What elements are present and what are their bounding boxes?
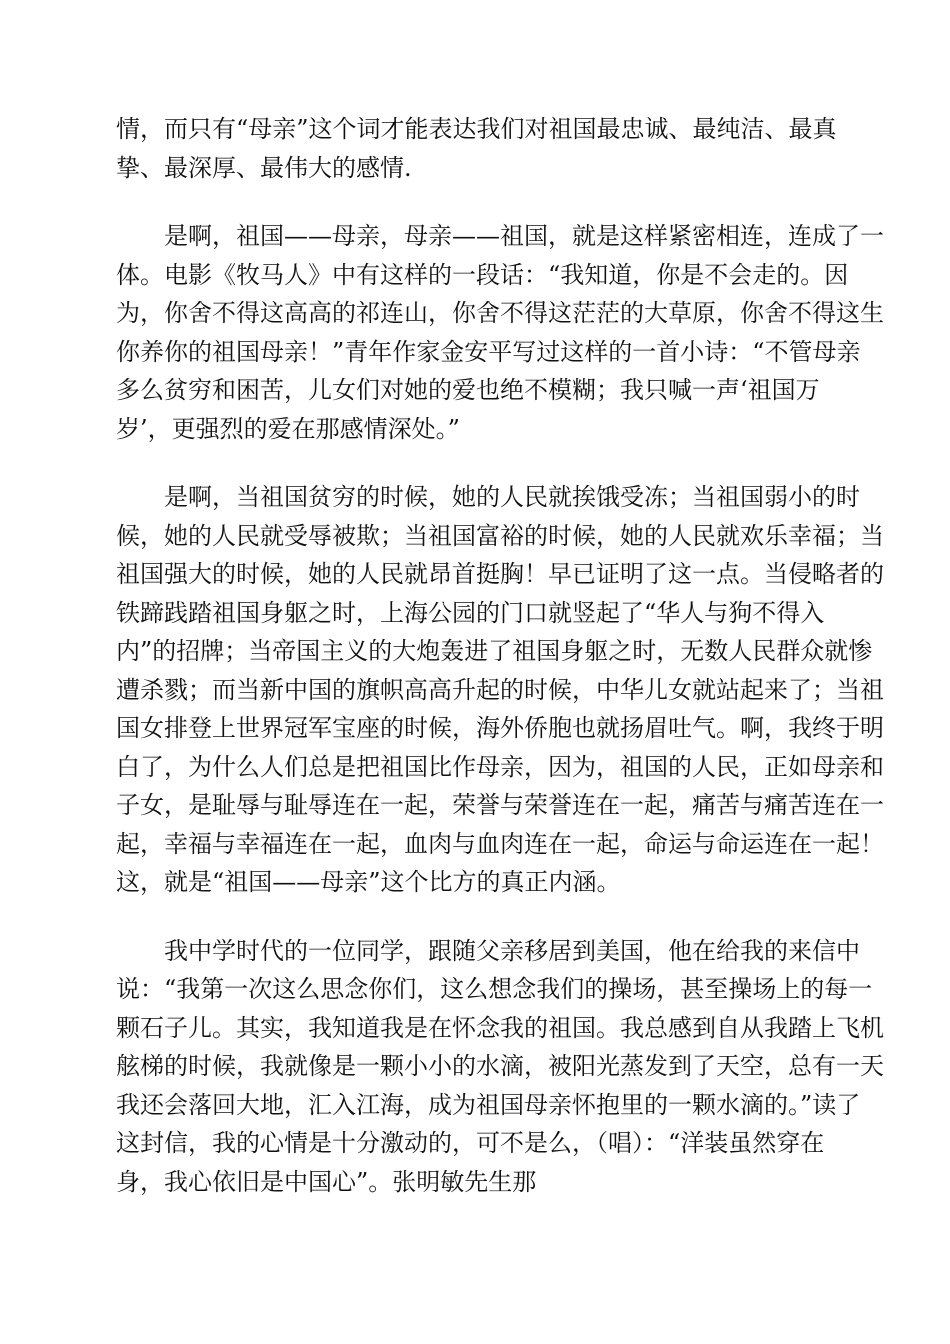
- text-line: 挚、最深厚、最伟大的感情.: [116, 153, 412, 182]
- paragraph-3: [116, 478, 884, 902]
- text-line: 这，就是“祖国——母亲”这个比方的真正内涵。: [116, 868, 621, 896]
- text-line: 身，我心依旧是中国心”。张明敏先生那: [116, 1167, 537, 1196]
- paragraph-spacer: [116, 187, 836, 217]
- text-line: 体。电影《牧马人》中有这样的一段话：“我知道，你是不会走的。因: [116, 260, 849, 289]
- paragraph-1: [116, 110, 836, 187]
- text-line: 我中学时代的一位同学，跟随父亲移居到美国，他在给我的来信中: [164, 936, 860, 965]
- text-line: 是啊，当祖国贫穷的时候，她的人民就挨饿受冻；当祖国弱小的时: [164, 483, 860, 511]
- text-line: 祖国强大的时候，她的人民就昂首挺胸！早已证明了这一点。当侵略者的: [116, 560, 884, 588]
- text-line: 为，你舍不得这高高的祁连山，你舍不得这茫茫的大草原，你舍不得这生: [116, 299, 884, 327]
- paragraph-4: [116, 932, 884, 1202]
- text-line: 舷梯的时候，我就像是一颗小小的水滴，被阳光蒸发到了天空，总有一天: [116, 1052, 884, 1080]
- text-line: 你养你的祖国母亲！”青年作家金安平写过这样的一首小诗：“不管母亲: [116, 337, 861, 366]
- text-line: 铁蹄践踏祖国身躯之时，上海公园的门口就竖起了“华人与狗不得入: [116, 598, 825, 627]
- text-line: 子女，是耻辱与耻辱连在一起，荣誉与荣誉连在一起，痛苦与痛苦连在一: [116, 791, 884, 819]
- text-line: 多么贫穷和困苦，儿女们对她的爱也绝不模糊；我只喊一声‘祖国万: [116, 376, 820, 404]
- text-line: 候，她的人民就受辱被欺；当祖国富裕的时候，她的人民就欢乐幸福；当: [116, 521, 884, 550]
- text-line: 国女排登上世界冠军宝座的时候，海外侨胞也就扬眉吐气。啊，我终于明: [116, 714, 884, 742]
- text-line: 白了，为什么人们总是把祖国比作母亲，因为，祖国的人民，正如母亲和: [116, 752, 884, 781]
- text-line: 我还会落回大地，汇入江海，成为祖国母亲怀抱里的一颗水滴的。”读了: [116, 1090, 861, 1119]
- text-line: 这封信，我的心情是十分激动的，可不是么，（唱）：“洋装虽然穿在: [116, 1129, 825, 1157]
- text-line: 是啊，祖国——母亲，母亲——祖国，就是这样紧密相连，连成了一: [164, 222, 884, 250]
- paragraph-2: [116, 217, 884, 448]
- text-line: 遭杀戮；而当新中国的旗帜高高升起的时候，中华儿女就站起来了；当祖: [116, 675, 884, 704]
- paragraph-spacer: [116, 448, 836, 478]
- text-line: 起，幸福与幸福连在一起，血肉与血肉连在一起，命运与命运连在一起！: [116, 829, 884, 858]
- document-body: [116, 110, 884, 1201]
- paragraph-spacer: [116, 902, 836, 932]
- text-line: 内”的招牌；当帝国主义的大炮轰进了祖国身躯之时，无数人民群众就惨: [116, 637, 873, 665]
- text-line: 岁’，更强烈的爱在那感情深处。”: [116, 414, 460, 443]
- text-line: 颗石子儿。其实，我知道我是在怀念我的祖国。我总感到自从我踏上飞机: [116, 1013, 884, 1042]
- text-line: 情，而只有“母亲”这个词才能表达我们对祖国最忠诚、最纯洁、最真: [116, 115, 837, 143]
- text-line: 说：“我第一次这么思念你们，这么想念我们的操场，甚至操场上的每一: [116, 975, 873, 1003]
